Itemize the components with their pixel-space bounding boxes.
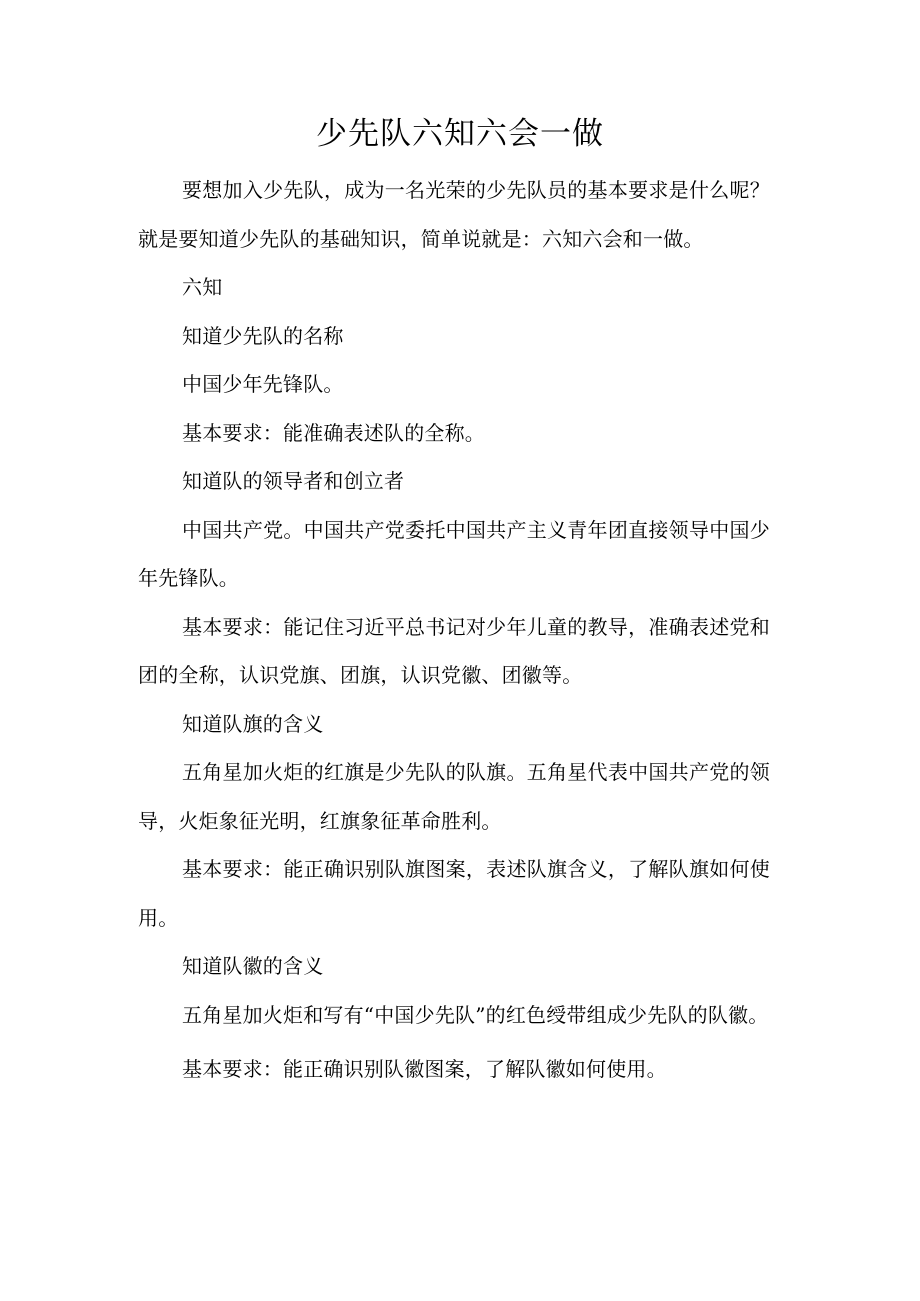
heading-know-name: 知道少先队的名称 bbox=[182, 323, 344, 348]
paragraph-leader-requirement: 基本要求：能记住习近平总书记对少年儿童的教导，准确表述党和团的全称，认识党旗、团旗，认识党徽、团徽等。 bbox=[138, 614, 770, 687]
paragraph-name-requirement: 基本要求：能准确表述队的全称。 bbox=[182, 420, 485, 445]
paragraph-flag-requirement: 基本要求：能正确识别队旗图案，表述队旗含义，了解队旗如何使用。 bbox=[138, 857, 770, 930]
heading-know-emblem: 知道队徽的含义 bbox=[182, 954, 324, 978]
paragraph-emblem-answer: 五角星加火炬和写有“中国少先队”的红色绶带组成少先队的队徽。 bbox=[182, 1002, 769, 1027]
paragraph-name-answer: 中国少年先锋队。 bbox=[182, 372, 344, 396]
document-title: 少先队六知六会一做 bbox=[316, 116, 604, 152]
heading-know-flag: 知道队旗的含义 bbox=[182, 711, 324, 736]
paragraph-intro: 要想加入少先队，成为一名光荣的少先队员的基本要求是什么呢？就是要知道少先队的基础知识，简单说就是：六知六会和一做。 bbox=[138, 178, 770, 251]
document-body bbox=[138, 166, 770, 1094]
paragraph-emblem-requirement: 基本要求：能正确识别队徽图案，了解队徽如何使用。 bbox=[182, 1057, 667, 1081]
paragraph-flag-answer: 五角星加火炬的红旗是少先队的队旗。五角星代表中国共产党的领导，火炬象征光明，红旗象征革命胜利。 bbox=[138, 760, 770, 833]
heading-six-knows: 六知 bbox=[182, 275, 223, 299]
paragraph-leader-answer: 中国共产党。中国共产党委托中国共产主义青年团直接领导中国少年先锋队。 bbox=[138, 517, 770, 590]
heading-know-leader: 知道队的领导者和创立者 bbox=[182, 469, 405, 493]
